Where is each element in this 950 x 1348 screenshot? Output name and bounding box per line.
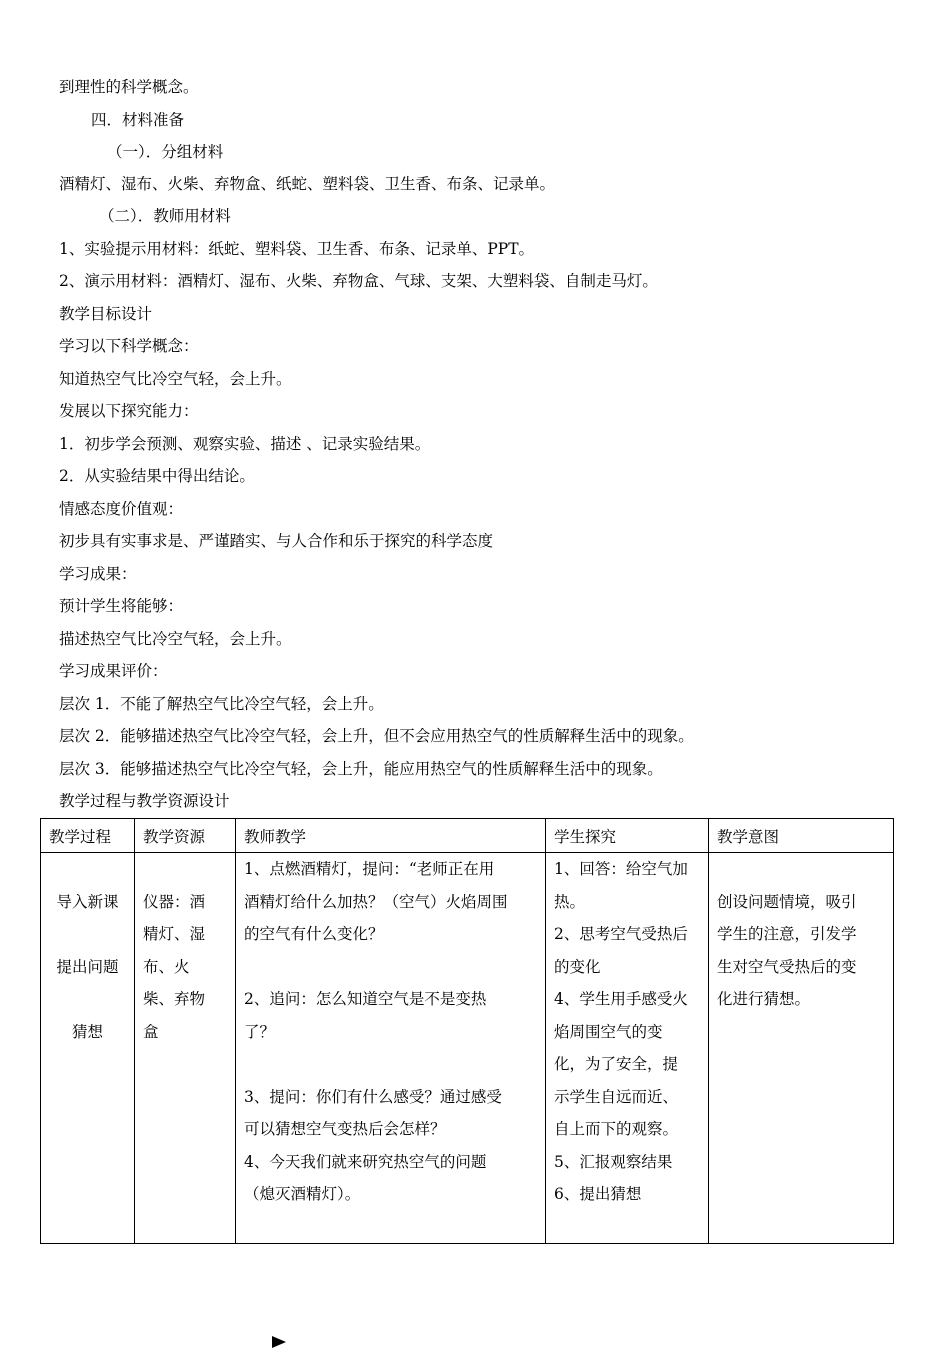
cell-line: 2、追问：怎么知道空气是不是变热 bbox=[244, 990, 487, 1008]
text-line: 2．从实验结果中得出结论。 bbox=[59, 467, 255, 485]
text-line: 到理性的科学概念。 bbox=[59, 78, 199, 96]
cell-line: 酒精灯给什么加热？（空气）火焰周围 bbox=[244, 892, 508, 911]
cell-line: 热。 bbox=[554, 892, 586, 911]
cell-line: 4、今天我们就来研究热空气的问题 bbox=[244, 1152, 487, 1171]
text-line: 教学过程与教学资源设计 bbox=[59, 792, 230, 810]
text-line: 酒精灯、湿布、火柴、弃物盒、纸蛇、塑料袋、卫生香、布条、记录单。 bbox=[59, 175, 556, 193]
cell-line: 化进行猜想。 bbox=[717, 990, 811, 1008]
cell-line: 1、点燃酒精灯，提问：“老师正在用 bbox=[244, 860, 495, 878]
text-line: 1．初步学会预测、观察实验、描述 、记录实验结果。 bbox=[59, 435, 431, 453]
cell-teacher bbox=[236, 853, 546, 1244]
cell-line: 精灯、湿 bbox=[143, 925, 206, 943]
cell-line: 学生的注意，引发学 bbox=[717, 925, 857, 943]
text-line: 情感态度价值观： bbox=[59, 500, 184, 518]
cell-resources bbox=[135, 853, 236, 1244]
cell-line bbox=[143, 853, 227, 886]
header-resources: 教学资源 bbox=[135, 819, 236, 853]
cell-line: 柴、弃物 bbox=[143, 990, 206, 1008]
text-line: 知道热空气比冷空气轻，会上升。 bbox=[59, 370, 292, 388]
cell-line: 提出问题 bbox=[56, 957, 119, 976]
table-row bbox=[41, 853, 894, 1244]
cell-line: （熄灭酒精灯）。 bbox=[244, 1185, 361, 1203]
cell-line: 的变化 bbox=[554, 957, 601, 976]
text-line: 初步具有实事求是、严谨踏实、与人合作和乐于探究的科学态度 bbox=[59, 532, 494, 550]
text-line: 层次 2．能够描述热空气比冷空气轻，会上升，但不会应用热空气的性质解释生活中的现象。 bbox=[59, 727, 694, 745]
cell-line: 创设问题情境，吸引 bbox=[717, 892, 857, 911]
cell-line: 6、提出猜想 bbox=[554, 1185, 642, 1203]
cell-line: 焰周围空气的变 bbox=[554, 1022, 663, 1041]
cell-line: 盒 bbox=[143, 1022, 159, 1041]
text-line: 学习成果评价： bbox=[59, 662, 168, 680]
cell-line: 2、思考空气受热后 bbox=[554, 925, 688, 943]
header-teacher: 教师教学 bbox=[236, 819, 546, 853]
cell-line: 生对空气受热后的变 bbox=[717, 957, 857, 976]
header-student: 学生探究 bbox=[546, 819, 709, 853]
cell-line bbox=[49, 918, 126, 951]
cell-line bbox=[244, 951, 537, 984]
text-line: 层次 1．不能了解热空气比冷空气轻，会上升。 bbox=[59, 695, 384, 713]
text-line: （二）．教师用材料 bbox=[99, 207, 231, 225]
cell-line: 1、回答：给空气加 bbox=[554, 860, 688, 878]
cell-line: 自上而下的观察。 bbox=[554, 1120, 679, 1138]
cell-line: 4、学生用手感受火 bbox=[554, 990, 688, 1008]
cell-line: 可以猜想空气变热后会怎样？ bbox=[244, 1120, 446, 1138]
table-header-row bbox=[41, 819, 894, 853]
cell-line: 布、火 bbox=[143, 957, 190, 976]
text-line: 教学目标设计 bbox=[59, 305, 153, 323]
cell-line: 3、提问：你们有什么感受？通过感受 bbox=[244, 1087, 502, 1106]
text-line: 层次 3．能够描述热空气比冷空气轻，会上升，能应用热空气的性质解释生活中的现象。 bbox=[59, 760, 663, 778]
text-line: 发展以下探究能力： bbox=[59, 402, 199, 420]
cell-intent bbox=[709, 853, 894, 1244]
lesson-plan-table bbox=[40, 818, 894, 1244]
cell-student bbox=[546, 853, 709, 1244]
arrow-icon bbox=[272, 1336, 286, 1348]
cell-line bbox=[717, 853, 885, 886]
cell-line: 仪器：酒 bbox=[143, 892, 206, 911]
cell-line bbox=[49, 853, 126, 886]
text-line: 描述热空气比冷空气轻，会上升。 bbox=[59, 630, 292, 648]
cell-line: 猜想 bbox=[71, 1022, 103, 1041]
header-process: 教学过程 bbox=[41, 819, 135, 853]
cell-line: 了？ bbox=[244, 1022, 276, 1041]
cell-line bbox=[244, 1048, 537, 1081]
cell-line bbox=[49, 983, 126, 1016]
text-line: 四．材料准备 bbox=[91, 111, 185, 129]
text-line: 2、演示用材料：酒精灯、湿布、火柴、弃物盒、气球、支架、大塑料袋、自制走马灯。 bbox=[59, 272, 658, 290]
cell-line: 示学生自远而近、 bbox=[554, 1087, 679, 1106]
text-line: 学习成果： bbox=[59, 565, 137, 583]
cell-line: 的空气有什么变化？ bbox=[244, 925, 384, 943]
cell-line: 5、汇报观察结果 bbox=[554, 1152, 673, 1171]
text-line: （一）．分组材料 bbox=[107, 143, 224, 161]
text-line: 学习以下科学概念： bbox=[59, 337, 199, 355]
cell-process bbox=[41, 853, 135, 1244]
text-line: 1、实验提示用材料：纸蛇、塑料袋、卫生香、布条、记录单、PPT。 bbox=[59, 240, 535, 258]
text-line: 预计学生将能够： bbox=[59, 597, 184, 615]
cell-line: 化，为了安全，提 bbox=[554, 1055, 679, 1073]
cell-line: 导入新课 bbox=[56, 892, 119, 911]
header-intent: 教学意图 bbox=[709, 819, 894, 853]
